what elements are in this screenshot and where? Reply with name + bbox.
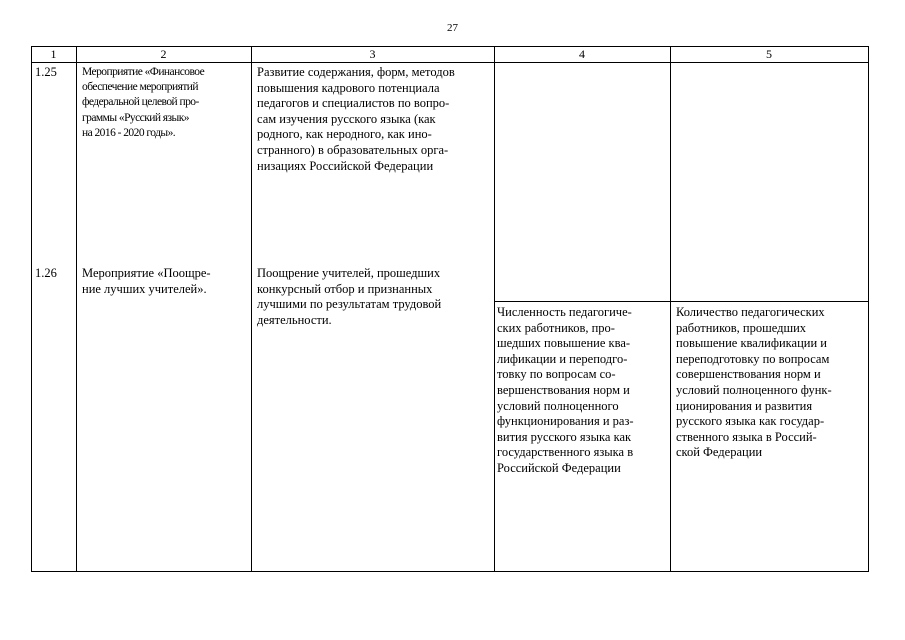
row-1-25-description: Развитие содержания, форм, методов повышения кадрового потенциала педагогов и специалистов по вопро- сам изучения русского языка (как родного, как неродного, как ино- странного) в образовательных орга- низациях Российской Федерации: [257, 65, 455, 173]
header-col-2: 2: [160, 47, 167, 61]
row-1-25-activity: Мероприятие «Финансовое обеспечение мероприятий федеральной целевой про- граммы «Русский язык» на 2016 - 2020 годы».: [82, 66, 205, 139]
table-divider-2: [251, 46, 252, 572]
row-1-26-description: Поощрение учителей, прошедших конкурсный отбор и признанных лучшими по результатам трудовой деятельности.: [257, 266, 442, 327]
header-divider: [31, 62, 869, 63]
row-divider-col4-5: [494, 301, 869, 302]
header-col-4: 4: [579, 47, 585, 61]
row-1-25-number: 1.25: [35, 65, 57, 79]
row-1-26-metric: Количество педагогических работников, прошедших повышение квалификации и переподготовку по вопросам совершенствования норм и условий полноценного функ- ционирования и развития русского языка как государ- ственного языка в Россий- ской Федерации: [676, 305, 832, 460]
header-col-5: 5: [766, 47, 772, 61]
table-border-bottom: [31, 571, 869, 572]
row-1-26-indicator: Численность педагогиче- ских работников, про- шедших повышение ква- лификации и переподго- товку по вопросам со- вершенствования норм и условий полноценного функционирования и раз- вития русского языка как государственного языка в Российской Федерации: [497, 305, 634, 475]
table-border-left: [31, 46, 32, 572]
page-number: 27: [447, 22, 458, 34]
table-divider-3: [494, 46, 495, 572]
row-1-26-activity: Мероприятие «Поощре- ние лучших учителей».: [82, 266, 211, 296]
table-border-right: [868, 46, 869, 572]
row-1-26-number: 1.26: [35, 266, 57, 280]
header-col-1: 1: [50, 47, 57, 61]
table-divider-1: [76, 46, 77, 572]
header-col-3: 3: [369, 47, 376, 61]
table-divider-4: [670, 46, 671, 572]
